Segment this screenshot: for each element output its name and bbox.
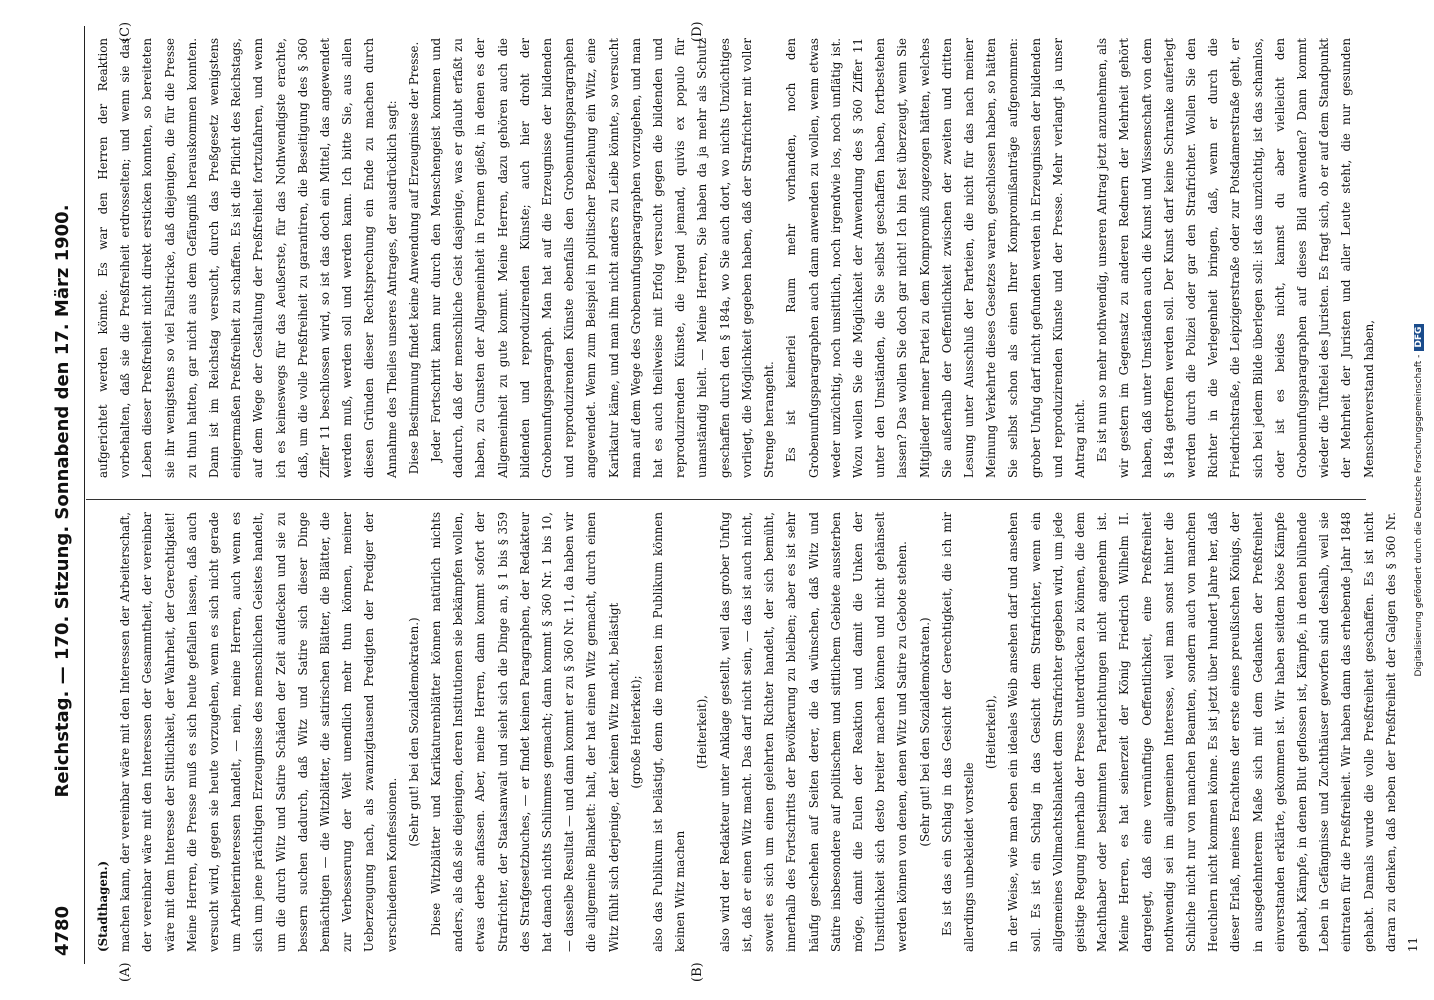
credit-text: Digitalisierung gefördert durch die Deutsche Forschungsgemeinschaft - [1414, 354, 1424, 677]
reaction: (Sehr gut! bei den Sozialdemokraten.) [406, 617, 421, 847]
page-header [52, 46, 78, 956]
reaction: (große Heiterkeit); [628, 675, 643, 789]
page-number: 4780 [52, 905, 73, 956]
right-column [92, 38, 1376, 478]
margin-marker-c: (C) [118, 21, 133, 42]
reaction: (Sehr gut! bei den Sozialdemokraten.) [917, 617, 932, 847]
paragraph: Es ist keinerlei Raum mehr vorhanden, noch den Grobenunfugsparagraphen auch dann anwenden zu wollen, wenn etwas weder unzüchtig, noch unsittlich, noch irgendwie los, noch unflätig ist. Wozu wollen Sie die Möglichkeit der Anwendung des § 360 Ziffer 11 unter den Umständen, die Sie selbst geschaffen haben, fortbestehen lassen? Das wollen Sie doch gar nicht! Ich bin fest überzeugt, wenn Sie Mitglieder meiner Partei zu dem Kompromiß zugezogen hätten, welches Sie außerhalb der Oeffentlichkeit zwischen der zweiten und dritten Lesung unter Ausschluß der Parteien, die nicht für das nach meiner Meinung Verkehrte dieses Gesetzes waren, geschlossen haben, so hätten Sie selbst schon als einen Ihrer Kompromißanträge aufgenommen: grober Unfug darf nicht gefunden werden in Erzeugnissen der bildenden und reproduzirenden Künste und der Presse. Mehr verlangt ja unser Antrag nicht. [784, 38, 1087, 478]
left-column [92, 512, 1420, 952]
paragraph: Diese Witzblätter und Karikaturenblätter können natürlich nichts anders, als daß sie diejenigen, deren Institutionen sie bekämpfen wollen, etwas derbe anfassen. Aber, meine Herren, dann kommt sofort der Strafrichter, der Staatsanwalt und sieht sich die Dinge an, § 1 bis § 359 des Strafgesetzbuches, — er findet keinen Paragraphen, der Redakteur hat danach nichts Schlimmes gemacht; dann kommt § 360 Nr. 1 bis 10, — dasselbe Resultat — und dann kommt er zu § 360 Nr. 11, da haben wir die allgemeine Blankett: halt, der hat einen Witz gemacht, durch einen Witz fühlt sich derjenige, der keinen Witz macht, belästigt [429, 512, 621, 952]
paragraph: Es ist nun so mehr nothwendig, unseren Antrag jetzt anzunehmen, als wir gestern im Gegensatz zu anderen Rednern der Mehrheit gehört haben, daß unter Umständen auch die Kunst und Wissenschaft von dem § 184a getroffen werden soll. Der Kunst darf keine Schranke auferlegt werden durch die Polizei oder gar den Strafrichter. Wollen Sie den Richter in die Verlegenheit bringen, daß, wenn er durch die Friedrichstraße, die Leipzigerstraße oder zur Potsdamerstraße geht, er sich bei jedem Bilde überlegen soll: ist das unzüchtig, ist das schamlos, oder ist es beides nicht, kannst du aber vielleicht den Grobenunfugsparagraphen auf dieses Bild anwenden? Dann kommt wieder die Tüftelei des Juristen. Es fragt sich, ob er auf dem Standpunkt der Mehrheit der Juristen und aller Leute steht, die nur gesunden Menschenverstand haben, [1095, 38, 1376, 478]
paragraph: Es ist das ein Schlag in das Gesicht der Gerechtigkeit, die ich mir allerdings unbekleidet vorstelle [939, 512, 976, 952]
reaction: (Heiterkeit), [695, 695, 710, 770]
paragraph: also wird der Redakteur unter Anklage gestellt, weil das grober Unfug ist, daß er einen Witz macht. Das darf nicht sein, — das ist auch nicht, soweit es sich um einen gelehrten Richter handelt, der sich bemüht, innerhalb des Fortschritts der Bevölkerung zu bleiben; aber es ist sehr häufig geschehen auf Seiten derer, die da wünschen, daß Witz und Satire insbesondere auf politischem und sittlichem Gebiete aussterben möge, damit die Eulen der Reaktion und damit die Unken der Unsittlichkeit sich desto breiter machen können und nicht gehänselt werden können von denen, denen Witz und Satire zu Gebote stehen. [717, 512, 910, 952]
paragraph: Jeder Fortschritt kann nur durch den Menschengeist kommen und dadurch, daß der menschliche Geist dasjenige, was er glaubt erfaßt zu haben, zu Gunsten der Allgemeinheit in Formen gießt, in denen es der Allgemeinheit zu gute kommt. Meine Herren, dazu gehören auch die bildenden und reproduzirenden Künste; auch hier droht der Grobenunfugsparagraph. Man hat auf die Erzeugnisse der bildenden und reproduzirenden Künste ebenfalls den Grobenunfugsparagraphen angewendet. Wenn zum Beispiel in politischer Beziehung ein Witz, eine Karikatur käme, und man ihm nicht anders zu Leibe könnte, so versucht man auf dem Wege des Grobenunfugsparagraphen vorzugehen, und man hat es auch theilweise mit Erfolg versucht gegen die bildenden und reproduzirenden Künste, die irgend jemand, quivis ex populo für unanständig hielt. — Meine Herren, Sie haben da ja mehr als Schutz geschaffen durch den § 184a, wo Sie auch dort, wo nichts Unzüchtiges vorliegt, die Möglichkeit gegeben haben, daß der Strafrichter mit voller Strenge herangeht. [429, 38, 777, 478]
margin-marker-d: (D) [690, 21, 705, 42]
header-rule [84, 26, 85, 964]
quoted-motion: Diese Bestimmung findet keine Anwendung auf Erzeugnisse der Presse. [406, 41, 421, 475]
paragraph: also das Publikum ist belästigt, denn die meisten im Publikum können keinen Witz machen [651, 512, 688, 952]
digitization-credit [1414, 0, 1430, 1000]
paragraph: aufgerichtet werden könnte. Es war den Herren der Reaktion vorbehalten, daß sie die Preßfreiheit erdrosselten; und wenn sie das Leben dieser Preßfreiheit nicht direkt ersticken konnten, so bereiteten sie ihr wenigstens so viel Fallstricke, daß diejenigen, die für die Presse zu thun hatten, gar nicht aus dem Gefängniß herauskommen konnten. Dann ist im Reichstag versucht, durch das Preßgesetz wenigstens einigermaßen Preßfreiheit zu schaffen. Es ist die Pflicht des Reichstags, auf dem Wege der Gestaltung der Preßfreiheit fortzufahren, und wenn ich es keineswegs für das Aeußerste, für das Nothwendigste erachte, daß, um die volle Preßfreiheit zu garantiren, die Beseitigung des § 360 Ziffer 11 beschlossen wird, so ist das doch ein Mittel, das angewendet werden muß, werden soll und werden kann. Ich bitte Sie, aus allen diesen Gründen dieser Rechtsprechung ein Ende zu machen durch Annahme des Theiles unseres Antrages, der ausdrücklich sagt: [96, 38, 399, 478]
column-divider [86, 499, 1366, 500]
paragraph: in der Weise, wie man eben ein ideales Weib ansehen darf und ansehen soll. Es ist ein Schlag in das Gesicht dem Strafrichter, wenn ein allgemeines Vollmachtsblankett dem Strafrichter gegeben wird, um jede geistige Regung innerhalb der Presse unterdrücken zu können, die dem Machthaber oder bestimmten Parteirichtungen nicht angenehm ist. Meine Herren, es hat seinerzeit der König Friedrich Wilhelm II. dargelegt, daß eine vernünftige Oeffentlichkeit, eine Preßfreiheit nothwendig sei im allgemeinen Interesse, weil man sonst hinter die Schliche nicht nur von manchen Beamten, sondern auch von manchen Heuchlern nicht kommen könne. Es ist jetzt über hundert Jahre her, daß dieser Erlaß, meines Erachtens der erste eines preußischen Königs, der in ausgedehnterem Maße sich mit dem Gedanken der Preßfreiheit einverstanden erklärte, gekommen ist. Wir haben seitdem böse Kämpfe gehabt, Kämpfe, in denen Blut geflossen ist, Kämpfe, in denen blühende Leben in Gefängnisse und Zuchthäuser geworfen sind deshalb, weil sie eintraten für die Preßfreiheit. Wir haben dann das erhebende Jahr 1848 gehabt. Damals wurde die volle Preßfreiheit geschaffen. Es ist nicht daran zu denken, daß neben der Preßfreiheit der Galgen des § 360 Nr. 11 [1006, 512, 1420, 952]
reaction: (Heiterkeit), [984, 695, 999, 770]
speaker-name: (Stadthagen.) [96, 860, 110, 952]
paragraph: machen kann, der vereinbar wäre mit den Interessen der Arbeiterschaft, der vereinbar wäre mit den Interessen der Gesammtheit, der vereinbar wäre mit dem Interesse der Sittlichkeit, der Wahrheit, der Gerechtigkeit! Meine Herren, die Presse muß es sich heute gefallen lassen, daß auch versucht wird, gegen sie heute vorzugehen, wenn es sich nicht gerade um Arbeiterinteressen handelt, — nein, meine Herren, auch wenn es sich um jene prächtigen Erzeugnisse des menschlichen Geistes handelt, um die durch Witz und Satire Schäden der Zeit aufdecken und sie zu bessern suchen dadurch, daß Witz und Satire sich dieser Dinge bemächtigen — die Witzblätter, die satirischen Blätter, die Blätter, die zur Verbesserung der Welt unendlich mehr thun können, meiner Ueberzeugung nach, als zwanzigtausend Predigten der Prediger der verschiedenen Konfessionen. [118, 512, 399, 952]
margin-marker-a: (A) [118, 962, 133, 982]
page-title: Reichstag. — 170. Sitzung. Sonnabend den 17. März 1900. [52, 204, 73, 798]
margin-marker-b: (B) [690, 962, 705, 982]
dfg-logo: DFG [1414, 324, 1424, 351]
